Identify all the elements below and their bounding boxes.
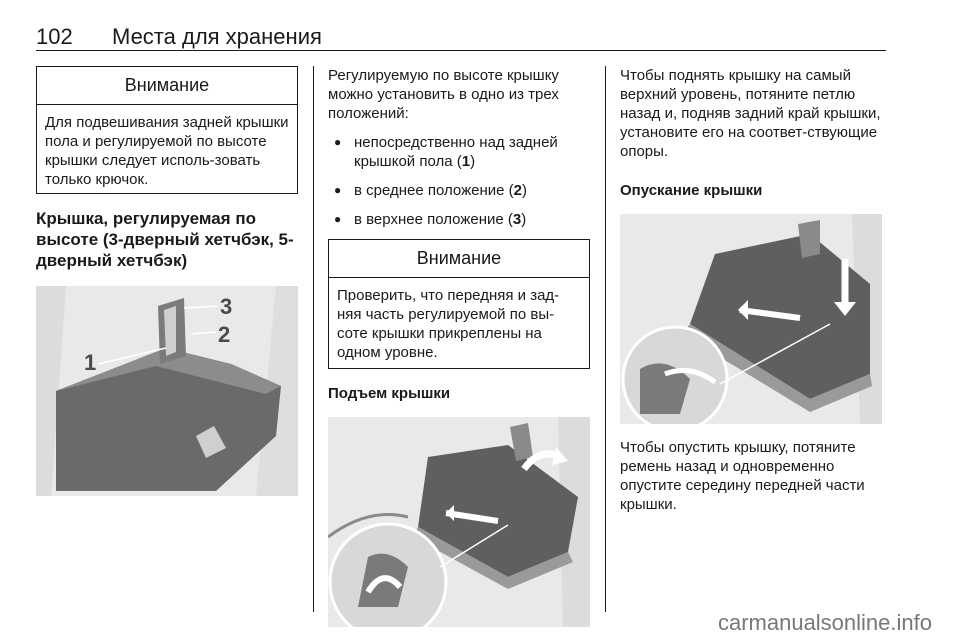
lower-subheading: Опускание крышки [620, 182, 763, 199]
figure-lift-cover-drawing [328, 417, 590, 627]
page-header [36, 18, 886, 52]
notice-title-2: Внимание [329, 240, 589, 278]
figure-lower-cover [620, 214, 882, 424]
page-number: 102 [36, 24, 73, 49]
notice-box-1 [36, 66, 298, 194]
figure-adjustable-cover-drawing [36, 286, 298, 496]
figure-adjustable-cover [36, 286, 298, 496]
list-item: ● в верхнее положение (3) [328, 210, 590, 229]
lift-paragraph: Чтобы поднять крышку на самый верхний уровень, потяните петлю назад и, подняв задний край крышки, установите его на соответ-ствующие опоры. [620, 67, 881, 160]
column-3 [620, 66, 886, 514]
column-divider-2 [605, 66, 606, 612]
section-heading: Крышка, регулируемая по высоте (3-дверный хетчбэк, 5-дверный хетчбэк) [36, 209, 294, 270]
lower-paragraph: Чтобы опустить крышку, потяните ремень назад и одновременно опустите середину передней части крышки. [620, 439, 865, 513]
chapter-title: Места для хранения [112, 24, 322, 49]
figure-lower-cover-drawing [620, 214, 882, 424]
intro-paragraph: Регулируемую по высоте крышку можно установить в одно из трех положений: [328, 67, 559, 122]
column-divider-1 [313, 66, 314, 612]
position-list [328, 133, 590, 229]
figure-lift-cover [328, 417, 590, 627]
figure-callout-3: 3 [220, 294, 233, 319]
notice-title-1: Внимание [37, 67, 297, 105]
column-2 [328, 66, 590, 627]
list-item: ● непосредственно над задней крышкой пола (1) [328, 133, 590, 171]
notice-text-1: Для подвешивания задней крышки пола и регулируемой по высоте крышки следует исполь-зовать только крючок. [45, 114, 289, 188]
header-rule [36, 50, 886, 51]
watermark: carmanualsonline.info [717, 610, 932, 635]
figure-callout-1: 1 [84, 350, 97, 375]
notice-text-2: Проверить, что передняя и зад-няя часть регулируемой по вы-соте крышки прикреплены на одном уровне. [337, 287, 560, 361]
lift-subheading: Подъем крышки [328, 385, 451, 402]
notice-box-2 [328, 239, 590, 369]
figure-callout-2: 2 [218, 322, 231, 347]
column-1 [36, 66, 298, 496]
list-item: ● в среднее положение (2) [328, 181, 590, 200]
